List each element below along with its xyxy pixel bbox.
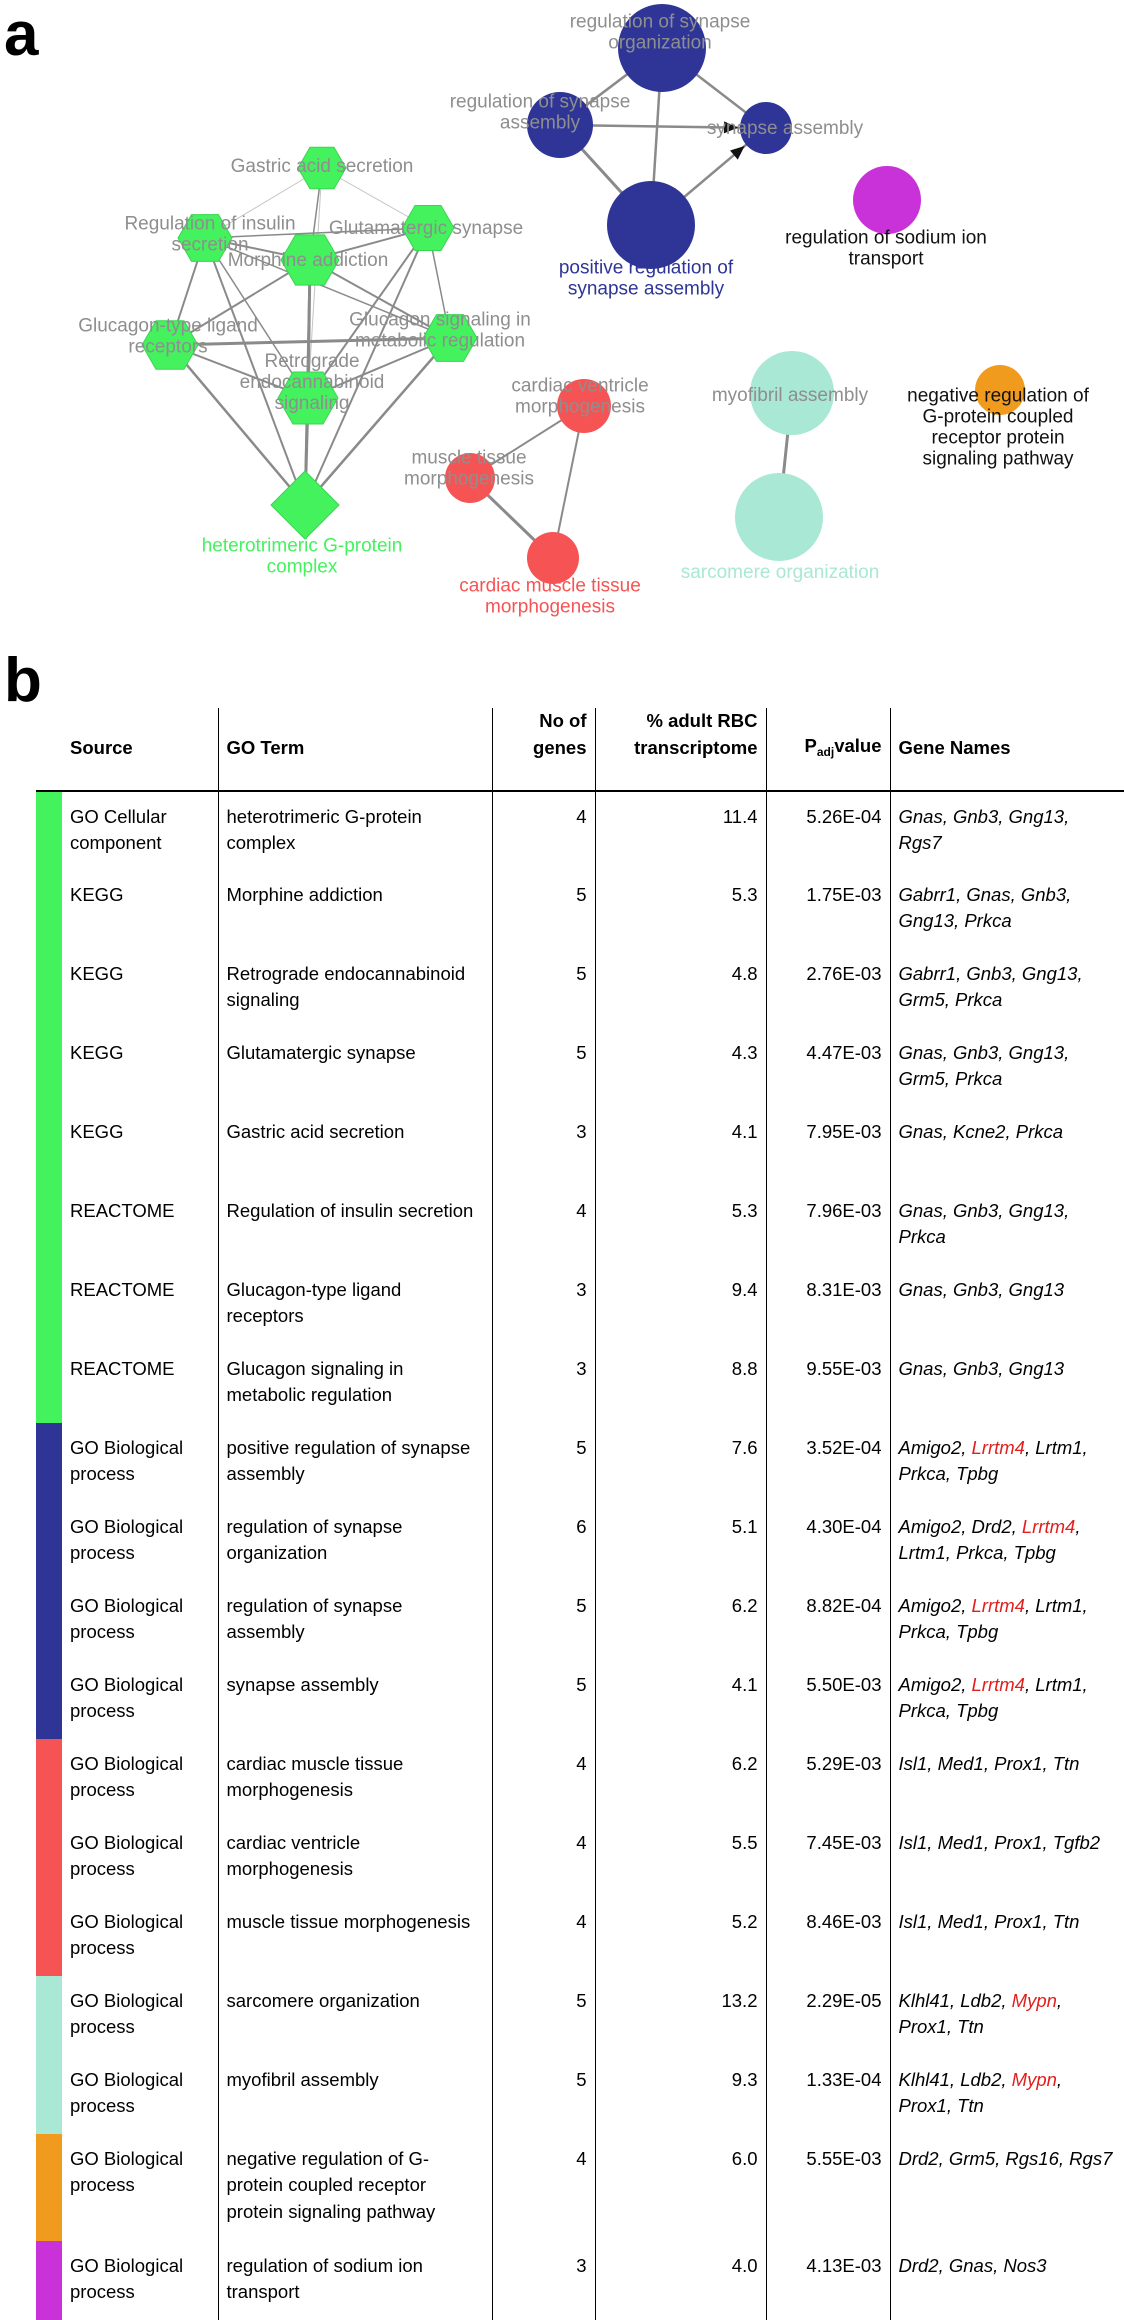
cell-source: GO Biological process [62, 1818, 218, 1897]
cell-no-of-genes: 5 [492, 1581, 595, 1660]
network-node-label [78, 316, 258, 358]
label-line: muscle tissue [411, 447, 527, 469]
header-no-of-genes: No of genes [492, 708, 595, 791]
cell-source: KEGG [62, 870, 218, 949]
cell-padj-value: 4.30E-04 [766, 1502, 890, 1581]
table-body [36, 791, 1124, 2320]
cell-pct-transcriptome: 5.2 [595, 1897, 766, 1976]
cell-padj-value: 9.55E-03 [766, 1344, 890, 1423]
label-line: signaling pathway [922, 448, 1074, 470]
gene-names-text: Drd2, Gnas, Nos3 [898, 2254, 1047, 2276]
cell-pct-transcriptome: 5.3 [595, 1186, 766, 1265]
cell-source: REACTOME [62, 1186, 218, 1265]
panel-a-network [0, 0, 1124, 640]
label-line: secretion [171, 234, 249, 256]
gene-names-text: Isl1, Med1, Prox1, Tgfb2 [898, 1831, 1101, 1853]
table-row [36, 1818, 1124, 1897]
cell-no-of-genes: 5 [492, 949, 595, 1028]
cell-source: GO Cellular component [62, 791, 218, 870]
cell-padj-value: 1.75E-03 [766, 870, 890, 949]
gene-name-highlighted: Lrrtm4 [971, 1673, 1025, 1695]
label-line: complex [266, 556, 338, 578]
label-line: negative regulation of [907, 385, 1089, 407]
cell-gene-names [890, 2241, 1124, 2320]
cluster-color-bar [36, 870, 62, 949]
table-row [36, 1107, 1124, 1186]
cell-source: GO Biological process [62, 1502, 218, 1581]
cell-gene-names [890, 1818, 1124, 1897]
cluster-color-bar [36, 2134, 62, 2241]
cell-no-of-genes: 4 [492, 2134, 595, 2241]
table-row [36, 1265, 1124, 1344]
cell-no-of-genes: 4 [492, 1739, 595, 1818]
gene-names-text: Gnas, Gnb3, Gng13 [898, 1357, 1065, 1379]
gene-names-text: Amigo2, [898, 1436, 972, 1458]
cell-pct-transcriptome: 5.5 [595, 1818, 766, 1897]
cell-no-of-genes: 3 [492, 1107, 595, 1186]
cell-gene-names [890, 870, 1124, 949]
cluster-color-bar [36, 1976, 62, 2055]
label-line: morphogenesis [515, 396, 645, 418]
cell-source: KEGG [62, 1107, 218, 1186]
cell-padj-value: 8.31E-03 [766, 1265, 890, 1344]
cell-gene-names [890, 1502, 1124, 1581]
cell-no-of-genes: 5 [492, 2055, 595, 2134]
cluster-color-bar [36, 2055, 62, 2134]
cluster-color-bar [36, 1107, 62, 1186]
label-line: synapse assembly [567, 278, 725, 300]
table-row [36, 1028, 1124, 1107]
label-line: Glutamatergic synapse [328, 218, 524, 239]
network-node-label [228, 250, 389, 271]
label-line: Morphine addiction [227, 250, 389, 271]
gene-names-text: Gnas, Gnb3, Gng13, Prkca [898, 1199, 1070, 1248]
cell-gene-names [890, 1976, 1124, 2055]
label-line: heterotrimeric G-protein [201, 535, 403, 557]
network-node-label [785, 228, 987, 270]
label-line: Retrograde [264, 351, 360, 372]
cell-padj-value: 3.52E-04 [766, 1423, 890, 1502]
cell-go-term: synapse assembly [218, 1660, 492, 1739]
cell-source: GO Biological process [62, 1739, 218, 1818]
cell-go-term: regulation of sodium ion transport [218, 2241, 492, 2320]
cell-go-term: regulation of synapse assembly [218, 1581, 492, 1660]
label-line: positive regulation of [558, 257, 734, 279]
cell-padj-value: 4.47E-03 [766, 1028, 890, 1107]
cell-padj-value: 2.29E-05 [766, 1976, 890, 2055]
network-node-label [907, 386, 1089, 470]
gene-names-text: , Prox1, Ttn [898, 1989, 1063, 2038]
network-node-label [712, 385, 869, 406]
network-node-heterotrimeric [271, 471, 339, 539]
label-line: transport [848, 248, 924, 270]
label-line: regulation of synapse [569, 11, 751, 33]
label-line: receptors [128, 336, 208, 358]
cell-no-of-genes: 4 [492, 1818, 595, 1897]
network-node-label [559, 258, 734, 300]
cell-go-term: Glucagon-type ligand receptors [218, 1265, 492, 1344]
cell-pct-transcriptome: 5.3 [595, 870, 766, 949]
label-line: G-protein coupled [922, 406, 1074, 428]
network-node-pos-reg-syn-asm [607, 181, 695, 269]
cell-padj-value: 5.26E-04 [766, 791, 890, 870]
gene-names-text: Isl1, Med1, Prox1, Ttn [898, 1910, 1080, 1932]
gene-names-text: Klhl41, Ldb2, [898, 2068, 1012, 2090]
label-line: Gastric acid secretion [230, 156, 414, 177]
cell-pct-transcriptome: 6.2 [595, 1739, 766, 1818]
label-line: cardiac muscle tissue [459, 575, 641, 597]
cell-source: GO Biological process [62, 1897, 218, 1976]
cluster-color-bar [36, 1581, 62, 1660]
cell-go-term: myofibril assembly [218, 2055, 492, 2134]
cell-padj-value: 5.55E-03 [766, 2134, 890, 2241]
network-node-label [202, 536, 403, 578]
table-row [36, 1976, 1124, 2055]
panel-label-a: a [4, 0, 39, 69]
cluster-color-bar [36, 1660, 62, 1739]
cell-no-of-genes: 5 [492, 1028, 595, 1107]
cell-pct-transcriptome: 4.1 [595, 1107, 766, 1186]
cell-go-term: heterotrimeric G-protein complex [218, 791, 492, 870]
gene-names-text: Gabrr1, Gnas, Gnb3, Gng13, Prkca [898, 883, 1072, 932]
table-row [36, 2055, 1124, 2134]
header-source: Source [62, 708, 218, 791]
table-row [36, 1739, 1124, 1818]
cell-source: GO Biological process [62, 2241, 218, 2320]
gene-names-text: Amigo2, [898, 1673, 972, 1695]
network-node-label [511, 376, 648, 418]
go-enrichment-table [36, 708, 1124, 2320]
cell-pct-transcriptome: 8.8 [595, 1344, 766, 1423]
cluster-color-bar [36, 1344, 62, 1423]
cell-padj-value: 2.76E-03 [766, 949, 890, 1028]
table-row [36, 2241, 1124, 2320]
cell-go-term: Glucagon signaling in metabolic regulation [218, 1344, 492, 1423]
cell-gene-names [890, 2055, 1124, 2134]
cell-padj-value: 4.13E-03 [766, 2241, 890, 2320]
cluster-color-bar [36, 1818, 62, 1897]
cell-no-of-genes: 5 [492, 1976, 595, 2055]
cell-gene-names [890, 1423, 1124, 1502]
label-line: myofibril assembly [711, 385, 869, 406]
cell-pct-transcriptome: 6.2 [595, 1581, 766, 1660]
cluster-color-bar [36, 1186, 62, 1265]
label-line: synapse assembly [706, 118, 864, 139]
label-line: organization [608, 32, 712, 54]
cell-go-term: Gastric acid secretion [218, 1107, 492, 1186]
label-line: regulation of sodium ion [785, 227, 987, 249]
header-color-spacer [36, 708, 62, 791]
label-line: receptor protein [931, 427, 1065, 449]
gene-names-text: , Lrtm1, Prkca, Tpbg [898, 1436, 1088, 1485]
table-row [36, 1581, 1124, 1660]
network-node-label [450, 92, 631, 134]
network-node-sarcomere [735, 473, 823, 561]
gene-names-text: Gnas, Kcne2, Prkca [898, 1120, 1064, 1142]
cell-pct-transcriptome: 7.6 [595, 1423, 766, 1502]
gene-name-highlighted: Lrrtm4 [971, 1594, 1025, 1616]
network-node-label [240, 351, 385, 414]
cell-no-of-genes: 4 [492, 791, 595, 870]
cell-gene-names [890, 2134, 1124, 2241]
cell-gene-names [890, 1107, 1124, 1186]
cell-source: GO Biological process [62, 1976, 218, 2055]
table-row [36, 1344, 1124, 1423]
header-pct-transcriptome: % adult RBC transcriptome [595, 708, 766, 791]
gene-names-text: , Lrtm1, Prkca, Tpbg [898, 1594, 1088, 1643]
cluster-color-bar [36, 791, 62, 870]
cell-padj-value: 7.95E-03 [766, 1107, 890, 1186]
cell-gene-names [890, 1739, 1124, 1818]
header-padj-value: $P_{adj}value$ [766, 708, 890, 791]
cell-go-term: cardiac muscle tissue morphogenesis [218, 1739, 492, 1818]
cell-no-of-genes: 3 [492, 1344, 595, 1423]
gene-name-highlighted: Mypn [1011, 1989, 1057, 2011]
label-line: regulation of synapse [449, 91, 631, 113]
network-node-label [404, 448, 534, 490]
cell-pct-transcriptome: 13.2 [595, 1976, 766, 2055]
cell-no-of-genes: 6 [492, 1502, 595, 1581]
label-line: cardiac ventricle [511, 375, 649, 397]
cell-source: GO Biological process [62, 2055, 218, 2134]
label-line: Regulation of insulin [124, 213, 296, 235]
cell-gene-names [890, 1186, 1124, 1265]
network-node-label [349, 310, 531, 352]
cell-gene-names [890, 791, 1124, 870]
cell-pct-transcriptome: 11.4 [595, 791, 766, 870]
cell-no-of-genes: 5 [492, 1660, 595, 1739]
table-row [36, 1186, 1124, 1265]
cell-go-term: regulation of synapse organization [218, 1502, 492, 1581]
cluster-color-bar [36, 2241, 62, 2320]
cell-padj-value: 8.82E-04 [766, 1581, 890, 1660]
gene-names-text: Drd2, Grm5, Rgs16, Rgs7 [898, 2147, 1113, 2169]
cell-go-term: negative regulation of G-protein coupled receptor protein signaling pathway [218, 2134, 492, 2241]
cell-gene-names [890, 1897, 1124, 1976]
cell-go-term: Regulation of insulin secretion [218, 1186, 492, 1265]
gene-names-text: Isl1, Med1, Prox1, Ttn [898, 1752, 1080, 1774]
table-row [36, 791, 1124, 870]
label-line: Glucagon-type ligand [78, 315, 258, 337]
label-line: sarcomere organization [680, 562, 880, 583]
label-line: morphogenesis [404, 468, 534, 490]
cell-go-term: sarcomere organization [218, 1976, 492, 2055]
cluster-color-bar [36, 1739, 62, 1818]
gene-names-text: Gabrr1, Gnb3, Gng13, Grm5, Prkca [898, 962, 1083, 1011]
gene-names-text: , Prox1, Ttn [898, 2068, 1063, 2117]
cell-gene-names [890, 1028, 1124, 1107]
cell-gene-names [890, 1581, 1124, 1660]
cell-pct-transcriptome: 6.0 [595, 2134, 766, 2241]
network-node-sodium [853, 166, 921, 234]
label-line: metabolic regulation [354, 330, 526, 352]
gene-names-text: , Lrtm1, Prkca, Tpbg [898, 1515, 1081, 1564]
cluster-color-bar [36, 1897, 62, 1976]
table-row [36, 1423, 1124, 1502]
cell-pct-transcriptome: 9.3 [595, 2055, 766, 2134]
cell-padj-value: 1.33E-04 [766, 2055, 890, 2134]
cell-go-term: Retrograde endocannabinoid signaling [218, 949, 492, 1028]
cell-source: GO Biological process [62, 1660, 218, 1739]
network-node-label [329, 218, 523, 239]
cell-gene-names [890, 1344, 1124, 1423]
cell-go-term: muscle tissue morphogenesis [218, 1897, 492, 1976]
gene-name-highlighted: Lrrtm4 [1021, 1515, 1076, 1537]
cell-gene-names [890, 1265, 1124, 1344]
cell-pct-transcriptome: 4.3 [595, 1028, 766, 1107]
cluster-color-bar [36, 949, 62, 1028]
table-row [36, 870, 1124, 949]
cell-source: REACTOME [62, 1344, 218, 1423]
network-node-label [570, 12, 751, 54]
cell-source: REACTOME [62, 1265, 218, 1344]
label-line: assembly [499, 112, 581, 134]
table-row [36, 2134, 1124, 2241]
gene-names-text: Gnas, Gnb3, Gng13 [898, 1278, 1065, 1300]
network-node-label [231, 156, 414, 177]
cell-pct-transcriptome: 5.1 [595, 1502, 766, 1581]
gene-name-highlighted: Lrrtm4 [971, 1436, 1025, 1458]
header-go-term: GO Term [218, 708, 492, 791]
gene-names-text: Klhl41, Ldb2, [898, 1989, 1012, 2011]
cell-source: KEGG [62, 949, 218, 1028]
network-node-label [681, 562, 880, 583]
cell-source: GO Biological process [62, 2134, 218, 2241]
cell-no-of-genes: 3 [492, 1265, 595, 1344]
table-header-row [36, 708, 1124, 791]
network-node-label [459, 576, 641, 618]
table-row [36, 949, 1124, 1028]
cluster-color-bar [36, 1502, 62, 1581]
cluster-color-bar [36, 1423, 62, 1502]
gene-names-text: Gnas, Gnb3, Gng13, Rgs7 [898, 805, 1070, 854]
panel-label-b: b [4, 646, 42, 715]
cell-go-term: positive regulation of synapse assembly [218, 1423, 492, 1502]
cell-source: GO Biological process [62, 1423, 218, 1502]
cell-pct-transcriptome: 4.8 [595, 949, 766, 1028]
cell-go-term: Morphine addiction [218, 870, 492, 949]
cell-no-of-genes: 3 [492, 2241, 595, 2320]
table-row [36, 1502, 1124, 1581]
cell-padj-value: 7.45E-03 [766, 1818, 890, 1897]
header-gene-names: Gene Names [898, 736, 1011, 758]
cell-padj-value: 5.29E-03 [766, 1739, 890, 1818]
cluster-color-bar [36, 1028, 62, 1107]
gene-names-text: Amigo2, [898, 1594, 972, 1616]
gene-name-highlighted: Mypn [1011, 2068, 1057, 2090]
network-node-label [707, 118, 864, 139]
cell-gene-names [890, 949, 1124, 1028]
cell-no-of-genes: 5 [492, 1423, 595, 1502]
cell-go-term: cardiac ventricle morphogenesis [218, 1818, 492, 1897]
label-line: endocannabinoid [239, 372, 385, 393]
gene-names-text: Amigo2, Drd2, [898, 1515, 1022, 1537]
cell-no-of-genes: 4 [492, 1186, 595, 1265]
cell-pct-transcriptome: 9.4 [595, 1265, 766, 1344]
go-term-network [0, 0, 1124, 640]
gene-names-text: Gnas, Gnb3, Gng13, Grm5, Prkca [898, 1041, 1070, 1090]
cell-padj-value: 7.96E-03 [766, 1186, 890, 1265]
network-labels [78, 12, 1089, 618]
table-row [36, 1897, 1124, 1976]
cell-gene-names [890, 1660, 1124, 1739]
cell-padj-value: 8.46E-03 [766, 1897, 890, 1976]
cell-pct-transcriptome: 4.0 [595, 2241, 766, 2320]
cell-no-of-genes: 5 [492, 870, 595, 949]
cell-source: GO Biological process [62, 1581, 218, 1660]
label-line: signaling [274, 393, 350, 414]
cell-no-of-genes: 4 [492, 1897, 595, 1976]
table-row [36, 1660, 1124, 1739]
cell-padj-value: 5.50E-03 [766, 1660, 890, 1739]
label-line: Glucagon signaling in [349, 309, 531, 331]
cluster-color-bar [36, 1265, 62, 1344]
gene-names-text: , Lrtm1, Prkca, Tpbg [898, 1673, 1088, 1722]
label-line: morphogenesis [485, 596, 615, 618]
cell-source: KEGG [62, 1028, 218, 1107]
cell-go-term: Glutamatergic synapse [218, 1028, 492, 1107]
cell-pct-transcriptome: 4.1 [595, 1660, 766, 1739]
